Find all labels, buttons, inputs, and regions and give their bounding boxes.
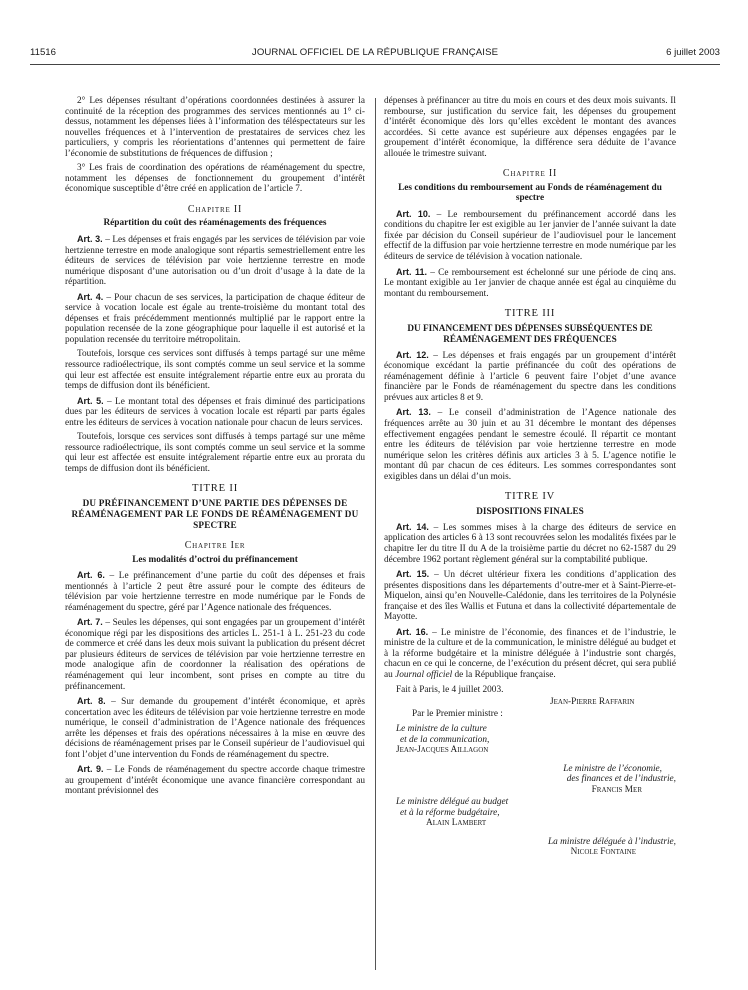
paragraph: dépenses à préfinancer au titre du mois en cours et des deux mois suivants. Il rembourse, sur justification du service fait, les dépenses du groupement d’intérêt économique dès lors qu’elles excèdent le montant des avances accordées. Si cette avance est supérieure aux dépenses engagées par le groupement d’intérêt économique, la différence sera déduite de l’avance allouée le trimestre suivant.	[384, 96, 676, 159]
left-column	[65, 96, 365, 801]
paragraph: 2° Les dépenses résultant d’opérations coordonnées destinées à assurer la continuité de la réception des programmes des services mentionnés au 1° ci-dessus, notamment les dépenses liées à l’information des téléspectateurs sur les nouvelles fréquences et à l’intervention de prestataires de services chez les particuliers, y compris les réorientations d’antennes qui permettent de faire l’économie de substitutions de fréquences de diffusion ;	[65, 96, 365, 159]
article-12	[384, 350, 676, 404]
chapter-subtitle: Les modalités d’octroi du préfinancement	[132, 554, 298, 565]
article-text: – Le Fonds de réaménagement du spectre accorde chaque trimestre au groupement d’intérêt économique une avance financière correspondant au montant prévisionnel des	[65, 765, 365, 797]
article-text: – Le remboursement du préfinancement accordé dans les conditions du chapitre Ier est exigible au 1er janvier de l’année suivant la date fixée par décision du Conseil supérieur de l’audiovisuel pour le lancement effectif de la diffusion par voie hertzienne terrestre en mode numérique par les éditeurs de service de télévision à vocation nationale.	[384, 209, 676, 263]
article-3	[65, 234, 365, 288]
article-13	[384, 407, 676, 482]
fait-a-paris: Fait à Paris, le 4 juillet 2003.	[396, 684, 504, 695]
signature-industry: Nicole Fontaine	[570, 847, 636, 858]
article-label: Art. 14.	[396, 521, 429, 532]
titre-subtitle: DU FINANCEMENT DES DÉPENSES SUBSÉQUENTES DE RÉAMÉNAGEMENT DES FRÉQUENCES	[407, 322, 653, 344]
minister-budget-title: Le ministre délégué au budget	[396, 797, 509, 808]
article-text: – Les dépenses et frais engagés par les services de télévision par voie hertzienne terrestre en mode analogique sont répartis semestriellement entre les éditeurs de services de télévision par voie hertzienne terrestre en mode numérique disposant d’une autorisation ou d’un droit d’usage à la date de la répartition.	[65, 234, 365, 288]
paragraph: 3° Les frais de coordination des opérations de réaménagement du spectre, notamment les dépenses de fonctionnement du groupement d’intérêt économique susceptible d’être créé en application de l’article 7.	[65, 163, 365, 195]
article-label: Art. 8.	[77, 696, 106, 707]
article-text: – Le conseil d’administration de l’Agence nationale des fréquences arrête au 30 juin et au 31 décembre le montant des dépenses effectivement engagées pendant le semestre écoulé. Il répartit ce montant entre les éditeurs de télévision par voie hertzienne terrestre en mode numérique selon les critères définis aux articles 3 à 5. L’agence notifie le montant dû par chacun de ces éditeurs. Les sommes correspondantes sont exigibles dans un délai d’un mois.	[384, 408, 676, 482]
article-label: Art. 9.	[77, 764, 104, 775]
article-text-end: de la République française.	[452, 669, 556, 680]
signature-prime-minister: Jean-Pierre Raffarin	[550, 697, 635, 708]
article-4	[65, 292, 365, 346]
article-text: – Les dépenses et frais engagés par un groupement d’intérêt économique excédant la partie préfinancée du coût des opérations de réaménagement définie à l’article 6 peuvent faire l’objet d’une avance financière par le Fonds de réaménagement du spectre dans les conditions prévues aux articles 8 et 9.	[384, 350, 677, 403]
article-label: Art. 6.	[77, 570, 105, 581]
minister-budget-title-2: et à la réforme budgétaire,	[400, 807, 500, 818]
titre-subtitle: DU PRÉFINANCEMENT D’UNE PARTIE DES DÉPENSES DE RÉAMÉNAGEMENT PAR LE FONDS DE RÉAMÉNAGEMENT DU SPECTRE	[71, 498, 359, 530]
article-5	[65, 396, 365, 429]
right-column	[384, 96, 676, 858]
article-label: Art. 11.	[396, 266, 427, 277]
chapter-heading: Chapitre Ier	[184, 540, 246, 551]
article-label: Art. 5.	[77, 395, 104, 406]
article-6	[65, 570, 365, 613]
minister-culture-title: Le ministre de la culture	[396, 724, 487, 735]
journal-name: Journal officiel	[395, 669, 453, 680]
article-label: Art. 3.	[77, 233, 103, 244]
article-text: – Le préfinancement d’une partie du coût des dépenses et frais mentionnés à l’article 2 peut être assuré pour le compte des éditeurs de télévision par voie hertzienne terrestre en mode numérique par le Fonds de réaménagement du spectre, géré par l’Agence nationale des fréquences.	[65, 571, 365, 613]
issue-date: 6 juillet 2003	[666, 47, 720, 58]
titre-heading: TITRE II	[191, 483, 239, 495]
column-divider	[375, 98, 376, 970]
article-label: Art. 16.	[396, 626, 429, 637]
article-label: Art. 15.	[396, 569, 430, 580]
article-9	[65, 764, 365, 797]
article-label: Art. 12.	[396, 349, 429, 360]
article-14	[384, 522, 676, 565]
article-label: Art. 10.	[396, 208, 431, 219]
article-text: – Sur demande du groupement d’intérêt économique, et après concertation avec les éditeurs de télévision par voie hertzienne terrestre en mode numérique, le conseil d’administration de l’Agence nationale des fréquences arrête les dépenses et frais des opérations nécessaires à la mise en œuvre des décisions de réaménagement prises par le Conseil supérieur de l’audiovisuel qui font l’objet d’une intervention du Fonds de réaménagement du spectre.	[65, 697, 365, 760]
minister-industry-title: La ministre déléguée à l’industrie,	[548, 836, 676, 847]
article-text: – Les sommes mises à la charge des éditeurs de service en application des articles 6 à 13 sont recouvrées selon les modalités fixées par le chapitre Ier du titre II du A de la troisième partie du décret no 62-1587 du 29 décembre 1962 portant règlement général sur la comptabilité publique.	[384, 522, 677, 565]
article-label: Art. 7.	[77, 617, 103, 628]
signature-economy: Francis Mer	[591, 784, 642, 795]
page-header	[30, 47, 720, 61]
titre-heading: TITRE III	[504, 308, 556, 320]
article-text: – Le montant total des dépenses et frais diminué des participations dues par les éditeurs de services à vocation locale est réparti par parts égales entre les éditeurs de services à vocation nationale pour chacun de leurs services.	[65, 396, 365, 428]
chapter-heading: Chapitre II	[187, 203, 243, 215]
article-text: – Un décret ultérieur fixera les conditions d’application des présentes dispositions dans les départements d’outre-mer et à Saint-Pierre-et-Miquelon, ainsi qu’en Nouvelle-Calédonie, dans les territoires de la Polynésie française et des îles Wallis et Futuna et dans la collectivité départementale de Mayotte.	[384, 570, 677, 623]
minister-economy-title-2: des finances et de l’industrie,	[566, 774, 676, 785]
article-8	[65, 696, 365, 760]
titre-heading: TITRE IV	[504, 491, 556, 503]
minister-economy-title: Le ministre de l’économie,	[563, 763, 662, 774]
chapter-subtitle: Répartition du coût des réaménagements des fréquences	[103, 218, 327, 229]
article-11	[384, 267, 676, 300]
article-10	[384, 209, 676, 263]
chapter-subtitle: Les conditions du remboursement au Fonds de réaménagement du spectre	[398, 182, 662, 204]
article-text: – Pour chacun de ses services, la participation de chaque éditeur de service à vocation locale est égale au trente-troisième du montant total des dépenses et frais précédemment mentionnés multiplié par le rapport entre la population recensée de la zone géographique pour laquelle il est autorisé et la population recensée du territoire métropolitain.	[65, 292, 365, 345]
minister-culture-title-2: et de la communication,	[400, 734, 490, 745]
article-text: – Ce remboursement est échelonné sur une période de cinq ans. Le montant exigible au 1er janvier de chaque année est égal au cinquième du montant du remboursement.	[384, 267, 676, 299]
article-7	[65, 617, 365, 692]
journal-title: JOURNAL OFFICIEL DE LA RÉPUBLIQUE FRANÇAISE	[251, 47, 499, 58]
signatures	[384, 685, 676, 858]
article-label: Art. 4.	[77, 291, 104, 302]
article-label: Art. 13.	[396, 407, 431, 418]
page-number: 11516	[30, 47, 56, 58]
signature-budget: Alain Lambert	[426, 818, 487, 829]
titre-subtitle: DISPOSITIONS FINALES	[476, 505, 584, 516]
chapter-heading: Chapitre II	[502, 168, 558, 180]
signature-culture: Jean-Jacques Aillagon	[396, 745, 489, 756]
paragraph: Toutefois, lorsque ces services sont diffusés à temps partagé sur une même ressource radioélectrique, ils sont comptés comme un seul service et la somme qui leur est affectée est ensuite intégralement répartie entre eux au prorata du temps de diffusion dont ils bénéficient.	[65, 349, 365, 392]
paragraph: Toutefois, lorsque ces services sont diffusés à temps partagé sur une même ressource radioélectrique, ils sont comptés comme un seul service et la somme qui leur est affectée est ensuite intégralement répartie entre eux au prorata du temps de diffusion dont ils bénéficient.	[65, 432, 365, 474]
par-premier-ministre: Par le Premier ministre :	[412, 708, 503, 719]
article-15	[384, 569, 676, 623]
article-text: – Le ministre de l’économie, des finances et de l’industrie, le ministre de la culture et de la communication, le ministre délégué au budget et à la réforme budgétaire et la ministre déléguée à l’industrie sont chargés, chacun en ce qui le concerne, de l’exécution du présent décret, qui sera publié au	[384, 627, 676, 680]
article-16	[384, 627, 676, 681]
article-text: – Seules les dépenses, qui sont engagées par un groupement d’intérêt économique régi par les dispositions des articles L. 251-1 à L. 251-23 du code de commerce et créé dans les deux mois suivant la publication du présent décret par plusieurs éditeurs de services de télévision par voie hertzienne terrestre en mode analogique afin de coordonner la réalisation des opérations de réaménagement qui leur incombent, sont prises en compte au titre du préfinancement.	[65, 618, 365, 692]
header-rule	[30, 64, 720, 65]
